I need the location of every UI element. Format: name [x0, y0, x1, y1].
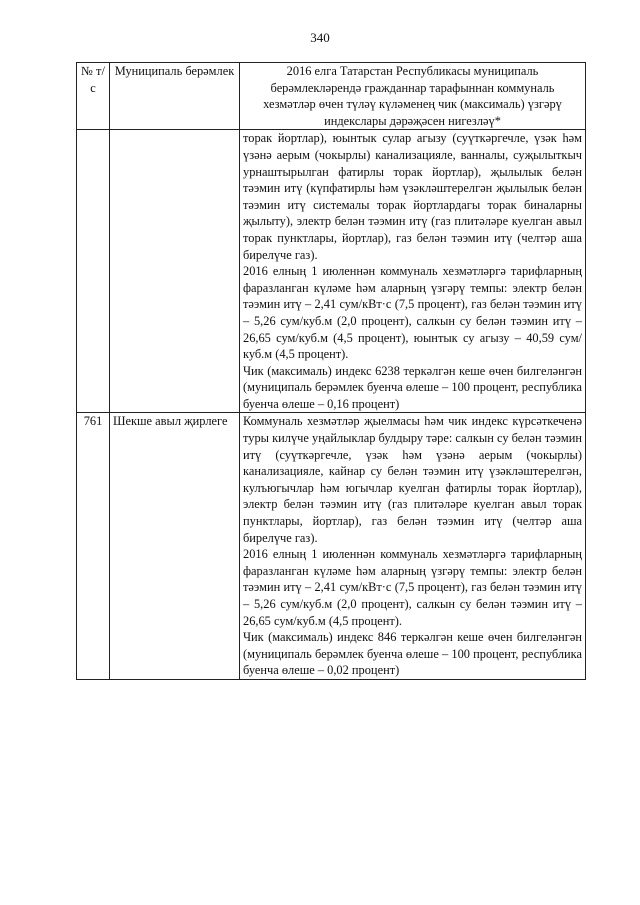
row-paragraph: Чик (максималь) индекс 846 теркәлгән кеше өчен билгеләнгән (муниципаль берәмлек буенча өлеше – 100 процент, республика буенча өлеше – 0,02 процент)	[243, 630, 582, 678]
table-row	[77, 130, 586, 413]
row-number: 761	[77, 413, 110, 680]
row-description	[240, 130, 586, 413]
header-municipality: Муниципаль берәмлек	[110, 63, 240, 130]
tariff-table	[76, 62, 586, 680]
row-number	[77, 130, 110, 413]
row-paragraph: торак йортлар), юынтык сулар агызу (суүткәргечле, үзәк һәм үзәнә аерым (чокырлы) канализацияле, ванналы, суҗылыткыч урнаштырылган фатирлы торак йортлар), җылылык белән тәэмин итү (күпфатирлы һәм үзәкләштерелгән җылылык белән тәэмин итү системалы торак йортлардагы торак биналарны җылыту), электр белән тәэмин итү (газ плитәләре куелган авыл торак пунктлары, йортлар), газ белән тәэмин итү (челтәр аша бирелүче газ).	[243, 131, 582, 262]
table-row	[77, 413, 586, 680]
row-municipality	[110, 130, 240, 413]
header-description: 2016 елга Татарстан Республикасы муниципаль берәмлекләрендә гражданнар тарафыннан коммуналь хезмәтләр өчен түләү күләменең чик (максималь) үзгәрү индекслары дәрәҗәсен нигезләү*	[240, 63, 586, 130]
row-paragraph: Чик (максималь) индекс 6238 теркәлгән кеше өчен билгеләнгән (муниципаль берәмлек буенча өлеше – 100 процент, республика буенча өлеше – 0,16 процент)	[243, 363, 582, 411]
row-paragraph: 2016 елның 1 июленнән коммуналь хезмәтләргә тарифларның фаразланган күләме һәм аларның үзгәрү темпы: электр белән тәэмин итү – 2,41 сум/кВт·с (7,5 процент), газ белән тәэмин итү – 5,26 сум/куб.м (2,0 процент), салкын су белән тәэмин итү – 26,65 сум/куб.м (4,5 процент), юынтык су агызу – 40,59 сум/куб.м (4,5 процент).	[243, 264, 582, 362]
row-paragraph: Коммуналь хезмәтләр җыелмасы һәм чик индекс күрсәткеченә туры килүче уңайлыклар булдыру тәре: салкын су белән тәэмин итү (суүткәргечле, үзәк һәм үзәнә аерым (чокырлы) канализацияле, кайнар су белән тәэмин итү үзәкләштерелгән, кулъюгычлар һәм югычлар куелган фатирлы торак йортлар), электр белән тәэмин итү (газ плитәләре куелган авыл торак пунктлары, йортлар), газ белән тәэмин итү (челтәр аша бирелүче газ).	[243, 414, 582, 545]
table-header-row	[77, 63, 586, 130]
row-municipality: Шекшe авыл җирлеге	[110, 413, 240, 680]
row-paragraph: 2016 елның 1 июленнән коммуналь хезмәтләргә тарифларның фаразланган күләме һәм аларның үзгәрү темпы: электр белән тәэмин итү – 2,41 сум/кВт·с (7,5 процент), газ белән тәэмин итү – 5,26 сум/куб.м (2,0 процент), салкын су белән тәэмин итү – 26,65 сум/куб.м (4,5 процент).	[243, 547, 582, 628]
row-description	[240, 413, 586, 680]
header-number: № т/с	[77, 63, 110, 130]
page-number: 340	[310, 30, 330, 45]
